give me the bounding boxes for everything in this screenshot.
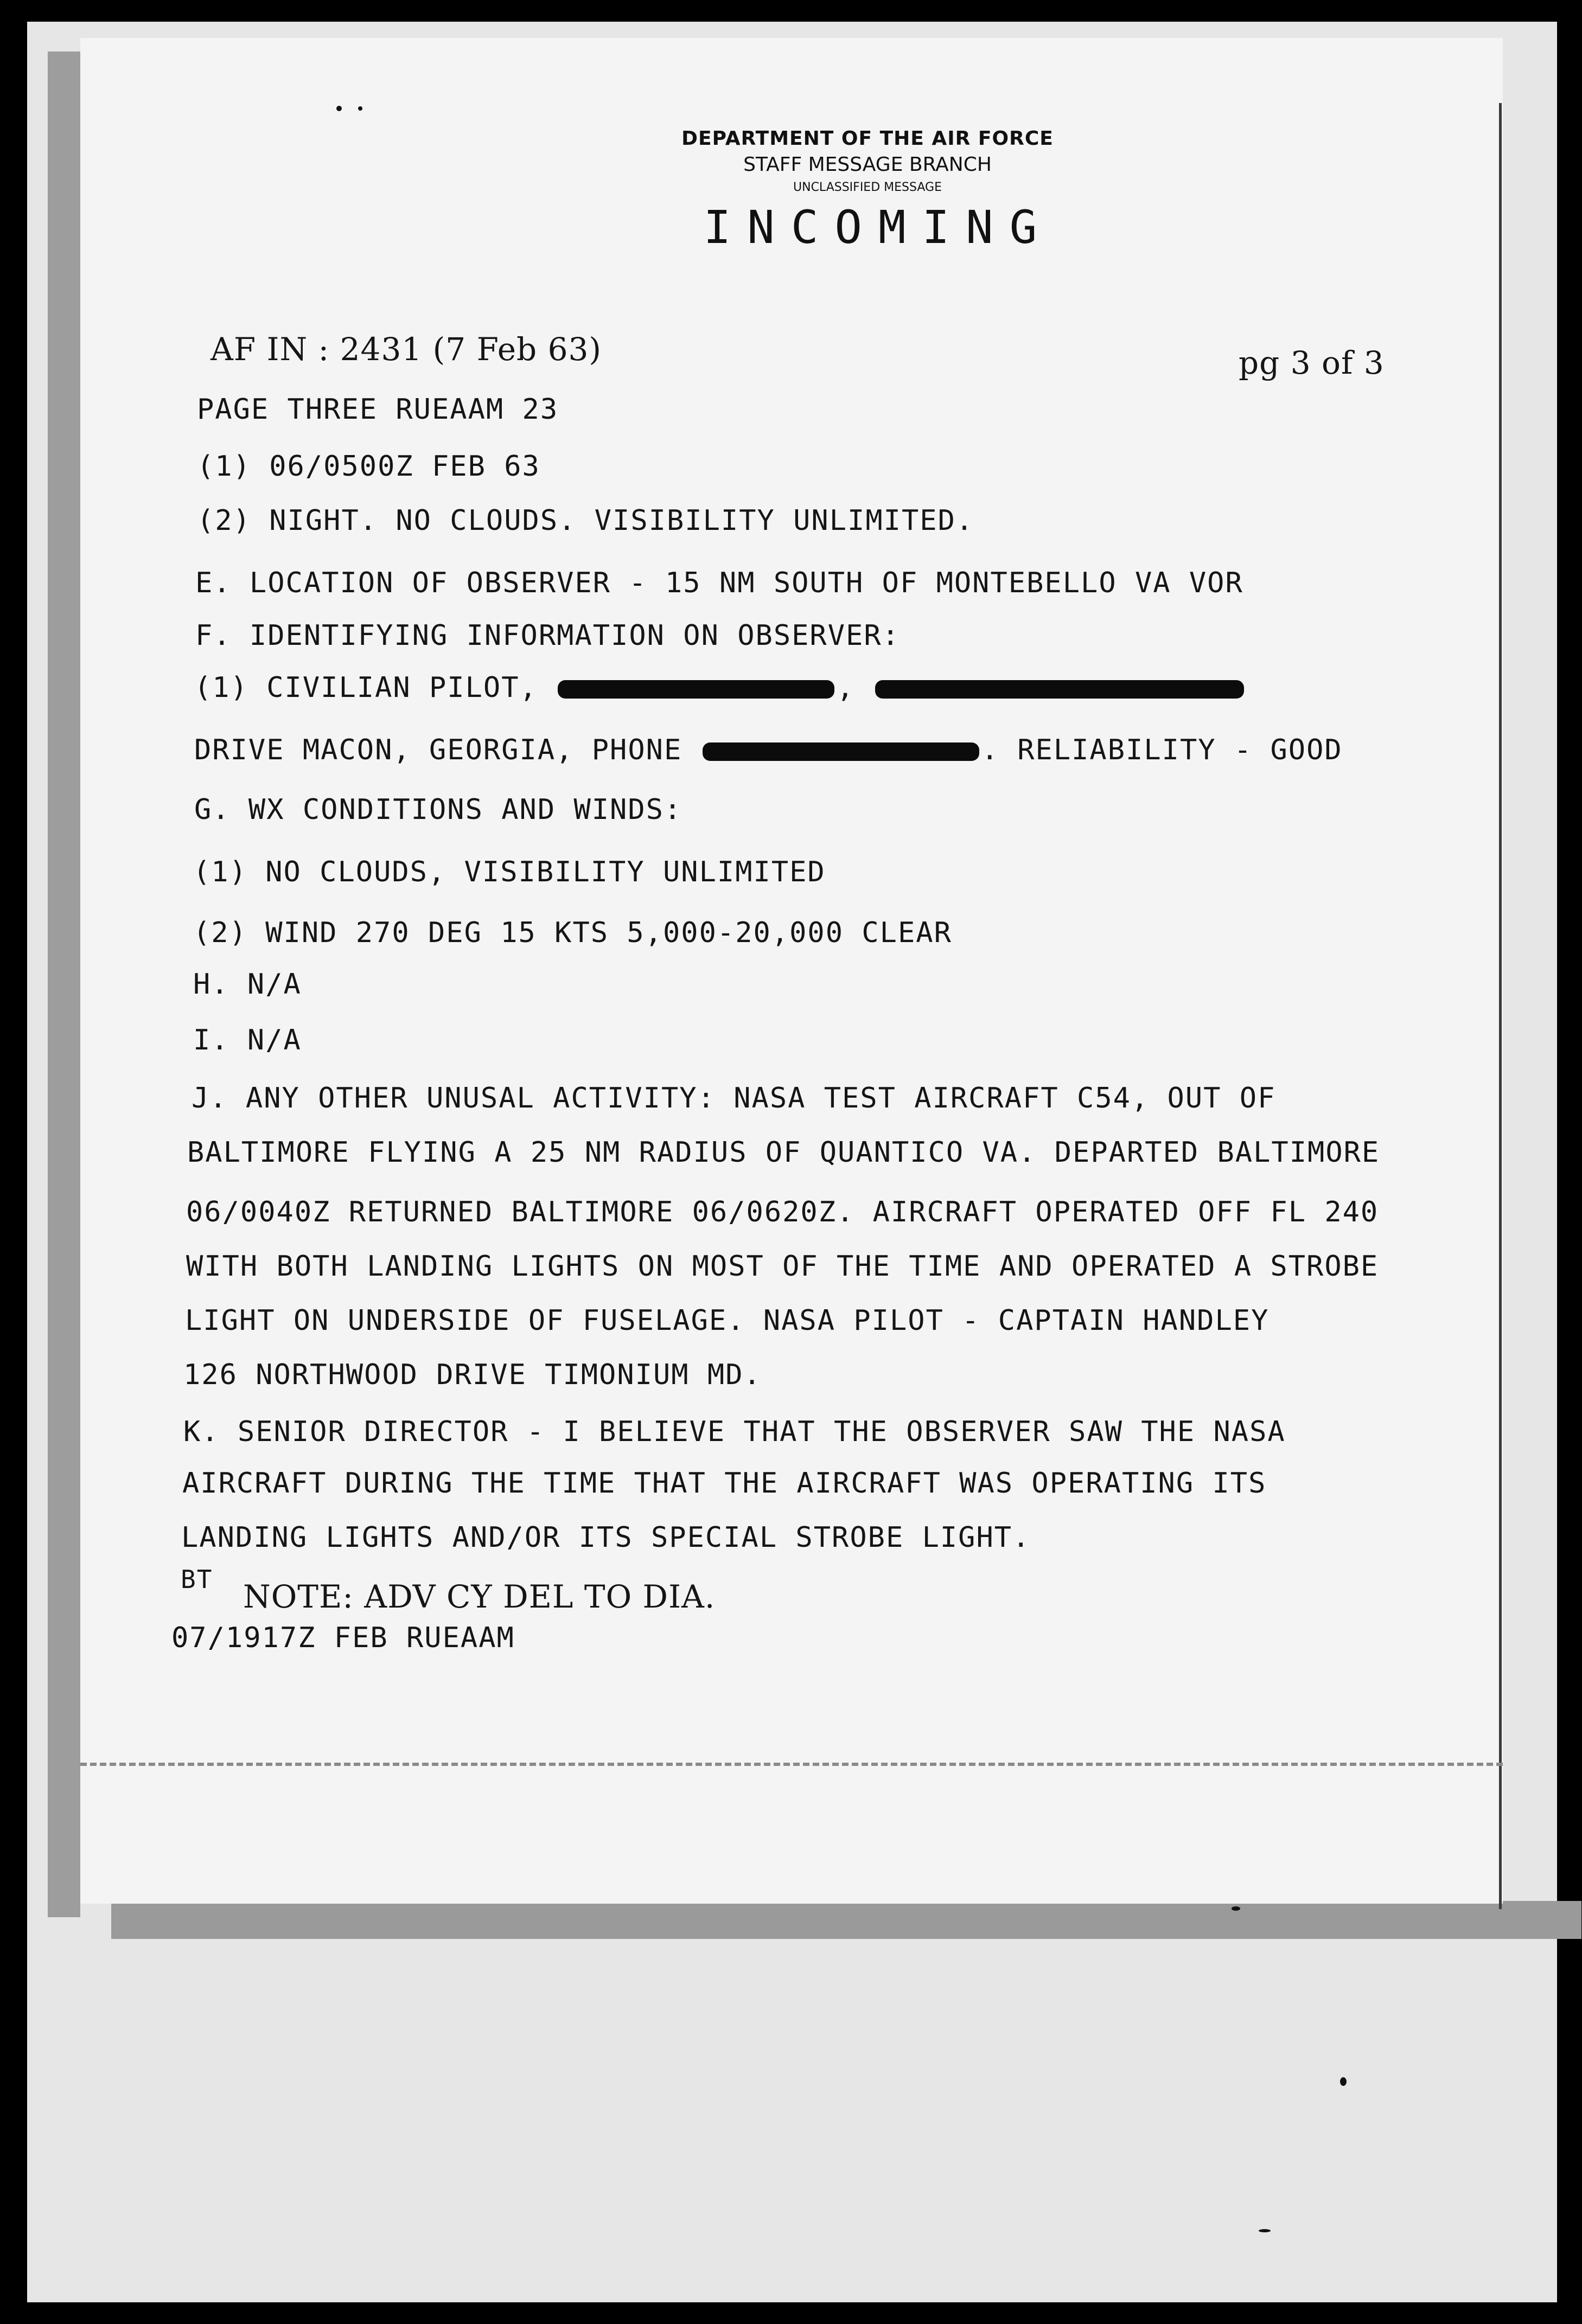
paper-edge — [1499, 103, 1502, 1909]
text-line: K. SENIOR DIRECTOR - I BELIEVE THAT THE OBSERVER SAW THE NASA — [183, 1416, 1286, 1448]
dust-speck — [1232, 1906, 1240, 1911]
text-line: LANDING LIGHTS AND/OR ITS SPECIAL STROBE LIGHT. — [181, 1521, 1031, 1554]
department-heading: DEPARTMENT OF THE AIR FORCE — [681, 127, 1054, 150]
message-page — [80, 38, 1503, 1904]
bt-marker: BT — [181, 1565, 213, 1594]
text-line: 126 NORTHWOOD DRIVE TIMONIUM MD. — [183, 1359, 762, 1391]
text-line: WITH BOTH LANDING LIGHTS ON MOST OF THE TIME AND OPERATED A STROBE — [186, 1250, 1379, 1283]
line-text: DRIVE MACON, GEORGIA, PHONE — [194, 734, 682, 766]
text-line: I. N/A — [193, 1024, 302, 1057]
perforation-line — [80, 1763, 1503, 1766]
text-line: J. ANY OTHER UNUSAL ACTIVITY: NASA TEST AIRCRAFT C54, OUT OF — [192, 1082, 1276, 1115]
text-line: 07/1917Z FEB RUEAAM — [171, 1622, 515, 1654]
line-text: . RELIABILITY - GOOD — [981, 734, 1343, 766]
text-line: (1) NO CLOUDS, VISIBILITY UNLIMITED — [193, 856, 826, 888]
text-line: F. IDENTIFYING INFORMATION ON OBSERVER: — [195, 619, 900, 652]
paper-shadow-bottom — [111, 1901, 1581, 1939]
redaction-bar — [875, 680, 1244, 699]
text-line: PAGE THREE RUEAAM 23 — [197, 393, 559, 426]
text-line: LIGHT ON UNDERSIDE OF FUSELAGE. NASA PILOT - CAPTAIN HANDLEY — [185, 1304, 1270, 1337]
text-line: (2) WIND 270 DEG 15 KTS 5,000-20,000 CLEAR — [193, 917, 952, 949]
text-line: H. N/A — [193, 968, 302, 1001]
line-text: (1) CIVILIAN PILOT, — [194, 671, 538, 704]
page-number: pg 3 of 3 — [1239, 344, 1385, 381]
dust-speck — [358, 106, 362, 111]
af-in-reference: AF IN : 2431 (7 Feb 63) — [210, 331, 602, 368]
text-line: G. WX CONDITIONS AND WINDS: — [194, 793, 682, 826]
text-line: (2) NIGHT. NO CLOUDS. VISIBILITY UNLIMITED. — [197, 504, 974, 537]
dust-speck — [1259, 2229, 1271, 2232]
branch-heading: STAFF MESSAGE BRANCH — [743, 153, 992, 176]
dust-speck — [1340, 2077, 1347, 2086]
text-line — [194, 671, 1246, 704]
text-line: (1) 06/0500Z FEB 63 — [197, 450, 540, 483]
text-line: E. LOCATION OF OBSERVER - 15 NM SOUTH OF MONTEBELLO VA VOR — [195, 567, 1243, 599]
text-line: AIRCRAFT DURING THE TIME THAT THE AIRCRAFT WAS OPERATING ITS — [182, 1467, 1267, 1500]
paper-shadow-left — [48, 52, 80, 1917]
incoming-title: INCOMING — [703, 201, 1054, 254]
text-line: 06/0040Z RETURNED BALTIMORE 06/0620Z. AIRCRAFT OPERATED OFF FL 240 — [186, 1196, 1379, 1228]
dust-speck — [336, 106, 342, 111]
redaction-bar — [703, 742, 979, 761]
line-text: , — [837, 671, 855, 704]
text-line — [194, 734, 1343, 766]
classification-label: UNCLASSIFIED MESSAGE — [793, 181, 942, 194]
text-line: BALTIMORE FLYING A 25 NM RADIUS OF QUANTICO VA. DEPARTED BALTIMORE — [187, 1136, 1380, 1169]
redaction-bar — [558, 680, 834, 699]
note-line: NOTE: ADV CY DEL TO DIA. — [243, 1578, 716, 1615]
